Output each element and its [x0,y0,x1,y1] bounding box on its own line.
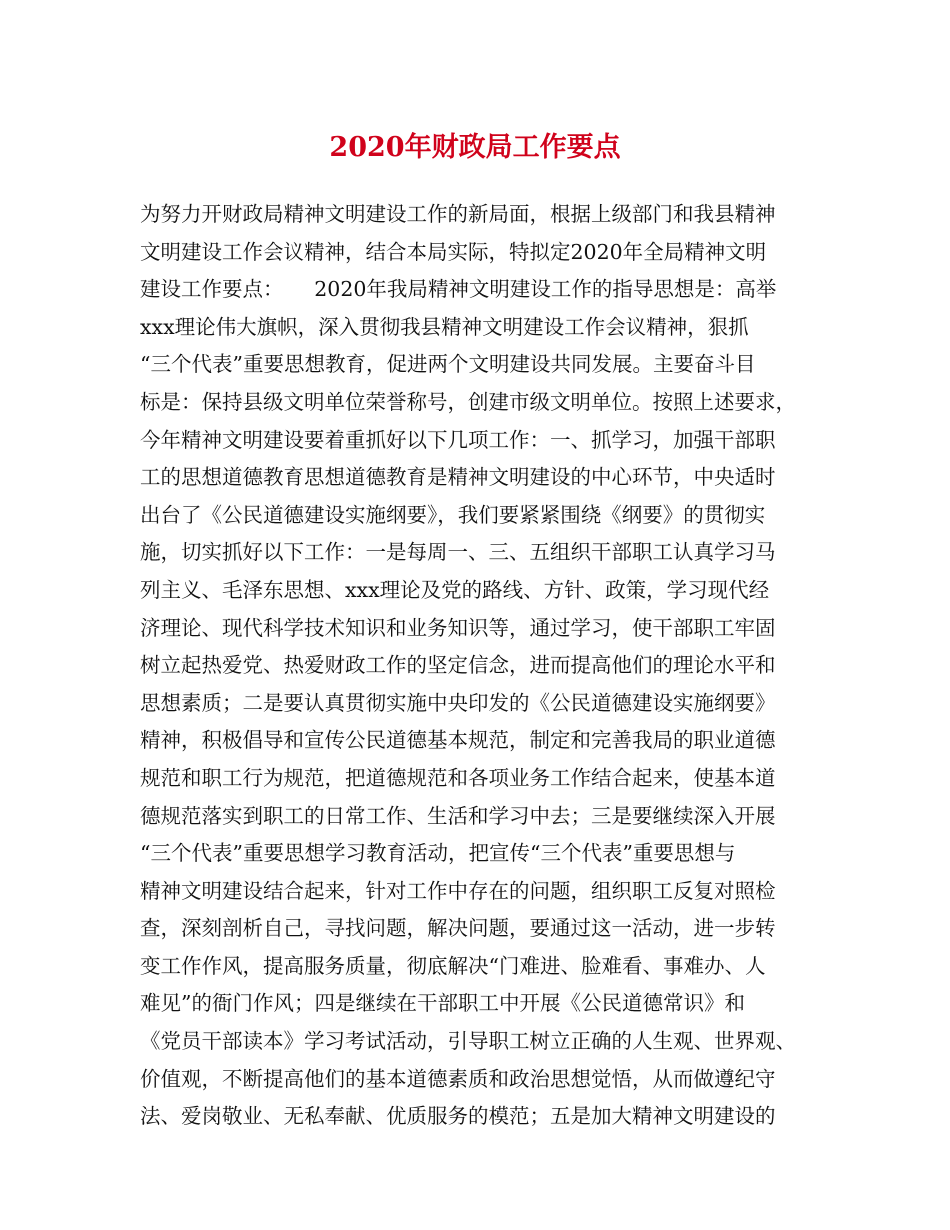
body-line: 价值观，不断提高他们的基本道德素质和政治思想觉悟，从而做遵纪守 [140,1066,776,1091]
body-line: “三个代表”重要思想教育，促进两个文明建设共同发展。主要奋斗目 [140,352,756,377]
body-line: 文明建设工作会议精神，结合本局实际，特拟定2020年全局精神文明 [140,239,767,264]
body-line: 精神，积极倡导和宣传公民道德基本规范，制定和完善我局的职业道德 [140,728,776,753]
body-line: 法、爱岗敬业、无私奉献、优质服务的模范；五是加大精神文明建设的 [140,1104,776,1129]
body-line: 标是：保持县级文明单位荣誉称号，创建市级文明单位。按照上述要求， [140,389,796,414]
body-line: 《党员干部读本》学习考试活动，引导职工树立正确的人生观、世界观、 [140,1029,796,1054]
body-line: 精神文明建设结合起来，针对工作中存在的问题，组织职工反复对照检 [140,878,776,903]
body-line: 施，切实抓好以下工作：一是每周一、三、五组织干部职工认真学习马 [140,540,776,565]
body-line: 树立起热爱党、热爱财政工作的坚定信念，进而提高他们的理论水平和 [140,653,776,678]
body-line: “三个代表”重要思想学习教育活动，把宣传“三个代表”重要思想与 [140,841,736,866]
document-body [140,196,820,1136]
body-line: 为努力开财政局精神文明建设工作的新局面，根据上级部门和我县精神 [140,202,776,226]
body-line: 变工作作风，提高服务质量，彻底解决“门难进、脸难看、事难办、人 [140,953,766,978]
document-title: 2020年财政局工作要点 [329,132,621,163]
body-line: 建设工作要点： 2020年我局精神文明建设工作的指导思想是：高举 [140,277,777,302]
body-line: xxx理论伟大旗帜，深入贯彻我县精神文明建设工作会议精神，狠抓 [140,314,749,339]
body-line: 难见”的衙门作风；四是继续在干部职工中开展《公民道德常识》和 [140,991,745,1016]
body-line: 德规范落实到职工的日常工作、生活和学习中去；三是要继续深入开展 [140,803,776,828]
body-line: 规范和职工行为规范，把道德规范和各项业务工作结合起来，使基本道 [140,765,776,790]
body-line: 查，深刻剖析自己，寻找问题，解决问题，要通过这一活动，进一步转 [140,916,776,941]
body-line: 工的思想道德教育思想道德教育是精神文明建设的中心环节，中央适时 [140,465,776,490]
body-line: 列主义、毛泽东思想、xxx理论及党的路线、方针、政策，学习现代经 [140,577,770,602]
body-line: 思想素质；二是要认真贯彻实施中央印发的《公民道德建设实施纲要》 [140,690,776,715]
body-line: 出台了《公民道德建设实施纲要》，我们要紧紧围绕《纲要》的贯彻实 [140,502,766,527]
body-line: 济理论、现代科学技术知识和业务知识等，通过学习，使干部职工牢固 [140,615,776,640]
body-line: 今年精神文明建设要着重抓好以下几项工作：一、抓学习，加强干部职 [140,427,776,452]
